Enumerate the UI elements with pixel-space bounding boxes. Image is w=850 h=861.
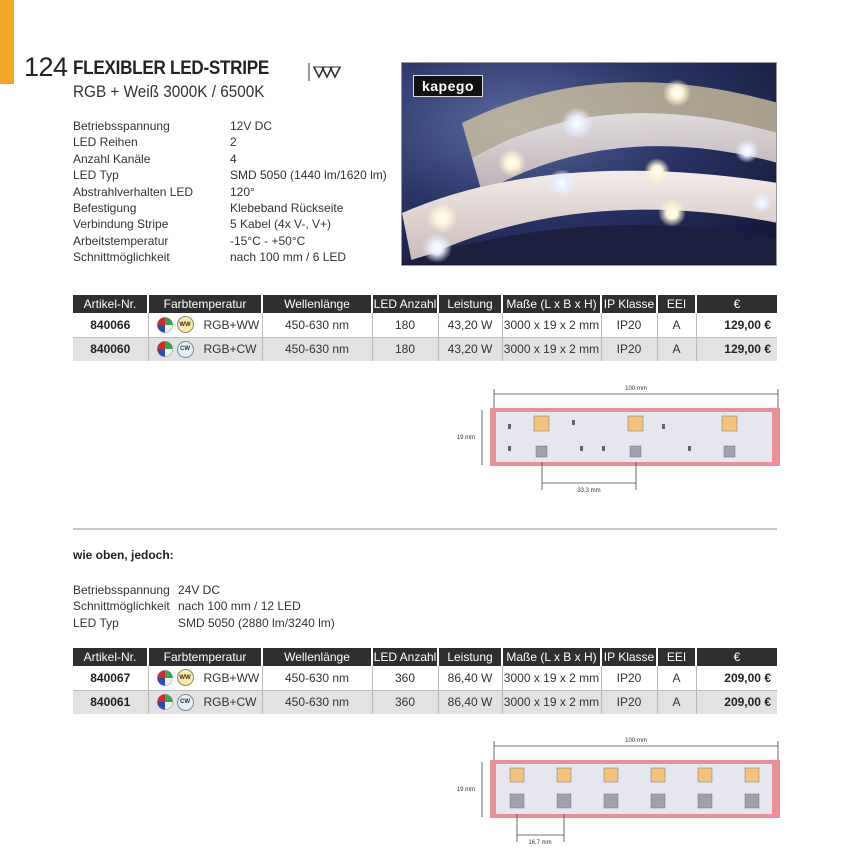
section-title: wie oben, jedoch:	[73, 548, 174, 562]
page-number: 124	[24, 52, 68, 82]
spec-label: Verbindung Stripe	[73, 217, 169, 232]
led-count: 360	[372, 690, 438, 714]
spec-list-primary	[73, 118, 387, 266]
spec-label: LED Typ	[73, 168, 119, 183]
spec-row	[73, 184, 387, 200]
column-header: Maße (L x B x H)	[502, 648, 601, 666]
spec-value: 24V DC	[178, 583, 221, 597]
spec-row	[73, 167, 387, 183]
warm-white-badge: WW	[177, 316, 194, 333]
spec-value: -15°C - +50°C	[230, 233, 306, 248]
length-label: 100 mm	[625, 386, 647, 392]
color-temperature-label: RGB+WW	[203, 670, 260, 685]
column-header: Farbtemperatur	[148, 648, 262, 666]
spec-row	[73, 249, 387, 265]
spec-label: LED Reihen	[73, 135, 138, 150]
power: 86,40 W	[438, 690, 502, 714]
column-header: Leistung	[438, 295, 502, 313]
color-temperature-cell	[148, 690, 262, 714]
column-header: Artikel-Nr.	[73, 648, 148, 666]
section-divider	[73, 528, 777, 530]
spec-label: Betriebsspannung	[73, 119, 170, 133]
spec-row	[73, 598, 335, 614]
spec-row	[73, 151, 387, 167]
spec-row	[73, 233, 387, 249]
column-header: LED Anzahl	[373, 650, 437, 664]
eei-class: A	[657, 666, 696, 690]
column-header: Artikel-Nr.	[73, 295, 148, 313]
rgb-color-icon	[157, 670, 173, 686]
spec-label: LED Typ	[73, 615, 119, 630]
wavelength: 450-630 nm	[262, 666, 372, 690]
color-temperature-cell	[148, 666, 262, 690]
color-temperature-label: RGB+CW	[203, 695, 257, 710]
column-header: €	[696, 295, 777, 313]
price: 129,00 €	[696, 313, 777, 337]
rgb-color-icon	[157, 341, 173, 357]
wavelength: 450-630 nm	[262, 313, 372, 337]
product-photo	[401, 62, 777, 266]
spec-list-secondary	[73, 582, 335, 631]
energy-efficiency-icon	[308, 62, 344, 82]
spec-value: 4	[230, 151, 237, 166]
dimensions: 3000 x 19 x 2 mm	[502, 666, 601, 690]
spec-row	[73, 615, 335, 631]
spacing-label: 16,7 mm	[528, 840, 552, 846]
power: 43,20 W	[438, 313, 502, 337]
spec-row	[73, 118, 387, 134]
spec-value: 5 Kabel (4x V-, V+)	[230, 217, 332, 232]
led-count: 360	[372, 666, 438, 690]
column-header: EEI	[657, 295, 696, 313]
spec-label: Schnittmöglichkeit	[73, 250, 170, 265]
article-number: 840061	[73, 690, 148, 714]
price: 129,00 €	[696, 337, 777, 361]
warm-white-badge: WW	[177, 669, 194, 686]
column-header: Farbtemperatur	[148, 295, 262, 313]
spec-label: Betriebsspannung	[73, 583, 170, 597]
wavelength: 450-630 nm	[262, 690, 372, 714]
color-temperature-cell	[148, 337, 262, 361]
length-label: 100 mm	[625, 738, 647, 744]
spec-row	[73, 134, 387, 150]
spec-row	[73, 216, 387, 232]
table-row	[73, 337, 777, 361]
led-count: 180	[372, 313, 438, 337]
ip-class: IP20	[601, 313, 657, 337]
product-table-12v	[73, 295, 777, 361]
product-table-24v	[73, 648, 777, 714]
spec-value: 2	[230, 135, 237, 150]
eei-class: A	[657, 337, 696, 361]
dimensions: 3000 x 19 x 2 mm	[502, 313, 601, 337]
article-number: 840066	[73, 313, 148, 337]
page-subtitle: RGB + Weiß 3000K / 6500K	[73, 82, 265, 101]
strip-dimension-diagram-12v	[450, 380, 780, 495]
column-header: IP Klasse	[601, 295, 657, 313]
column-header: EEI	[657, 648, 696, 666]
dimensions: 3000 x 19 x 2 mm	[502, 337, 601, 361]
width-label: 19 mm	[456, 787, 476, 793]
table-row	[73, 666, 777, 690]
spec-label: Anzahl Kanäle	[73, 151, 151, 166]
spec-label: Arbeitstemperatur	[73, 233, 169, 248]
ip-class: IP20	[601, 690, 657, 714]
column-header: Leistung	[438, 648, 502, 666]
table-row	[73, 690, 777, 714]
width-label: 19 mm	[456, 435, 476, 441]
power: 86,40 W	[438, 666, 502, 690]
spec-value: 120°	[230, 184, 255, 199]
spec-label: Schnittmöglichkeit	[73, 599, 170, 614]
eei-class: A	[657, 313, 696, 337]
chapter-edge-tab	[0, 0, 14, 84]
spec-value: Klebeband Rückseite	[230, 201, 344, 216]
column-header: Maße (L x B x H)	[502, 295, 601, 313]
spec-value: nach 100 mm / 12 LED	[178, 599, 301, 614]
led-count: 180	[372, 337, 438, 361]
rgb-color-icon	[157, 317, 173, 333]
cold-white-badge: CW	[177, 341, 194, 358]
spec-value: nach 100 mm / 6 LED	[230, 250, 347, 265]
cold-white-badge: CW	[177, 694, 194, 711]
spec-label: Abstrahlverhalten LED	[73, 184, 194, 199]
spec-value: SMD 5050 (1440 lm/1620 lm)	[230, 168, 387, 183]
eei-class: A	[657, 690, 696, 714]
spec-value: SMD 5050 (2880 lm/3240 lm)	[178, 615, 335, 630]
column-header: Wellenlänge	[262, 648, 372, 666]
color-temperature-label: RGB+CW	[203, 342, 257, 357]
color-temperature-label: RGB+WW	[203, 317, 260, 332]
power: 43,20 W	[438, 337, 502, 361]
spec-row	[73, 582, 335, 598]
strip-dimension-diagram-24v	[450, 732, 780, 847]
column-header: €	[696, 648, 777, 666]
ip-class: IP20	[601, 337, 657, 361]
rgb-color-icon	[157, 694, 173, 710]
dimensions: 3000 x 19 x 2 mm	[502, 690, 601, 714]
brand-logo: kapego	[413, 75, 483, 97]
price: 209,00 €	[696, 690, 777, 714]
column-header: Wellenlänge	[262, 295, 372, 313]
column-header: IP Klasse	[601, 648, 657, 666]
table-row	[73, 313, 777, 337]
article-number: 840067	[73, 666, 148, 690]
page-title: FLEXIBLER LED-STRIPE	[73, 58, 270, 79]
ip-class: IP20	[601, 666, 657, 690]
spec-row	[73, 200, 387, 216]
article-number: 840060	[73, 337, 148, 361]
wavelength: 450-630 nm	[262, 337, 372, 361]
color-temperature-cell	[148, 313, 262, 337]
spec-label: Befestigung	[73, 201, 137, 216]
price: 209,00 €	[696, 666, 777, 690]
spec-value: 12V DC	[230, 119, 273, 133]
column-header: LED Anzahl	[373, 297, 437, 311]
spacing-label: 33,3 mm	[577, 488, 601, 494]
